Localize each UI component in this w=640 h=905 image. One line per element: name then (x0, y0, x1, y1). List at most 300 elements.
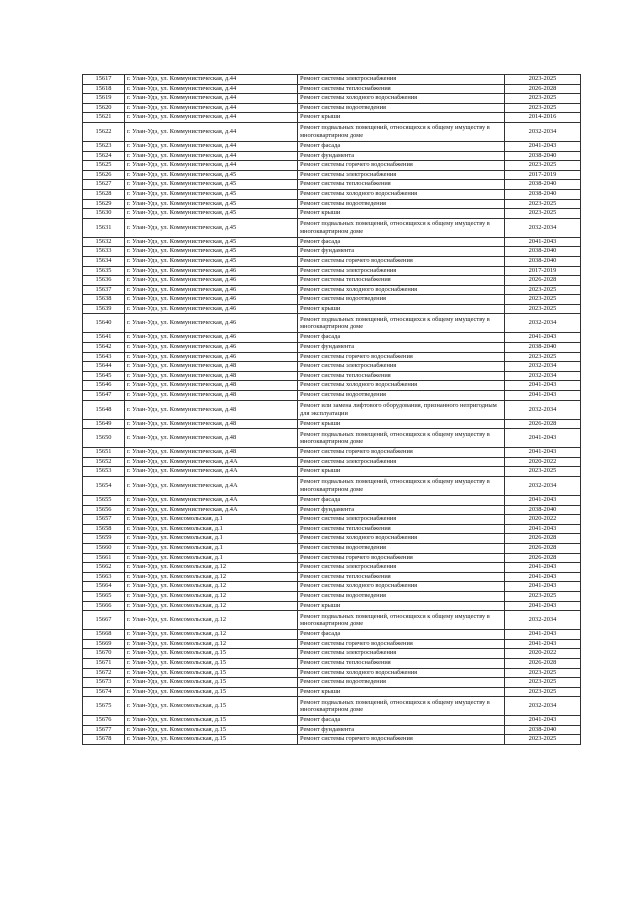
address-cell: г. Улан-Удэ, ул. Коммунистическая, д.44 (125, 94, 298, 104)
work-type-cell: Ремонт подвальных помещений, относящихся к общему имуществу в многоквартирном доме (298, 122, 505, 141)
period-cell: 2032-2034 (505, 400, 581, 419)
row-number-cell: 15663 (83, 572, 125, 582)
period-cell: 2026-2028 (505, 419, 581, 429)
period-cell: 2041-2043 (505, 524, 581, 534)
address-cell: г. Улан-Удэ, ул. Коммунистическая, д.46 (125, 295, 298, 305)
address-cell: г. Улан-Удэ, ул. Комсомольская, д.15 (125, 697, 298, 716)
address-cell: г. Улан-Удэ, ул. Коммунистическая, д.46 (125, 285, 298, 295)
work-type-cell: Ремонт системы горячего водоснабжения (298, 256, 505, 266)
row-number-cell: 15671 (83, 658, 125, 668)
table-row (83, 314, 581, 333)
address-cell: г. Улан-Удэ, ул. Комсомольская, д.15 (125, 735, 298, 745)
row-number-cell: 15659 (83, 534, 125, 544)
row-number-cell: 15640 (83, 314, 125, 333)
row-number-cell: 15631 (83, 218, 125, 237)
work-type-cell: Ремонт системы горячего водоснабжения (298, 639, 505, 649)
period-cell: 2032-2034 (505, 314, 581, 333)
table-row (83, 295, 581, 305)
row-number-cell: 15621 (83, 113, 125, 123)
table-row (83, 678, 581, 688)
address-cell: г. Улан-Удэ, ул. Коммунистическая, д.46 (125, 314, 298, 333)
row-number-cell: 15654 (83, 477, 125, 496)
work-type-cell: Ремонт системы водоотведения (298, 591, 505, 601)
address-cell: г. Улан-Удэ, ул. Коммунистическая, д.48 (125, 391, 298, 401)
address-cell: г. Улан-Удэ, ул. Комсомольская, д.15 (125, 716, 298, 726)
table-row (83, 553, 581, 563)
period-cell: 2038-2040 (505, 725, 581, 735)
table-row (83, 189, 581, 199)
row-number-cell: 15655 (83, 496, 125, 506)
work-type-cell: Ремонт системы водоотведения (298, 199, 505, 209)
row-number-cell: 15622 (83, 122, 125, 141)
row-number-cell: 15642 (83, 343, 125, 353)
row-number-cell: 15638 (83, 295, 125, 305)
table-row (83, 199, 581, 209)
period-cell: 2026-2028 (505, 543, 581, 553)
period-cell: 2041-2043 (505, 601, 581, 611)
work-type-cell: Ремонт подвальных помещений, относящихся к общему имуществу в многоквартирном доме (298, 477, 505, 496)
address-cell: г. Улан-Удэ, ул. Комсомольская, д.15 (125, 658, 298, 668)
row-number-cell: 15618 (83, 84, 125, 94)
address-cell: г. Улан-Удэ, ул. Коммунистическая, д.45 (125, 180, 298, 190)
row-number-cell: 15666 (83, 601, 125, 611)
row-number-cell: 15628 (83, 189, 125, 199)
table-row (83, 266, 581, 276)
period-cell: 2041-2043 (505, 563, 581, 573)
table-row (83, 477, 581, 496)
period-cell: 2038-2040 (505, 180, 581, 190)
work-type-cell: Ремонт или замена лифтового оборудования, признанного непригодным для эксплуатации (298, 400, 505, 419)
period-cell: 2038-2040 (505, 256, 581, 266)
table-row (83, 218, 581, 237)
work-type-cell: Ремонт системы холодного водоснабжения (298, 381, 505, 391)
period-cell: 2023-2025 (505, 735, 581, 745)
address-cell: г. Улан-Удэ, ул. Коммунистическая, д.45 (125, 237, 298, 247)
row-number-cell: 15645 (83, 371, 125, 381)
work-type-cell: Ремонт системы горячего водоснабжения (298, 352, 505, 362)
work-type-cell: Ремонт системы теплоснабжения (298, 371, 505, 381)
period-cell: 2026-2028 (505, 84, 581, 94)
work-type-cell: Ремонт фундамента (298, 247, 505, 257)
work-type-cell: Ремонт подвальных помещений, относящихся к общему имуществу в многоквартирном доме (298, 611, 505, 630)
address-cell: г. Улан-Удэ, ул. Комсомольская, д.12 (125, 601, 298, 611)
table-row (83, 668, 581, 678)
work-type-cell: Ремонт системы теплоснабжения (298, 84, 505, 94)
period-cell: 2023-2025 (505, 161, 581, 171)
table-row (83, 400, 581, 419)
address-cell: г. Улан-Удэ, ул. Коммунистическая, д.44 (125, 122, 298, 141)
period-cell: 2038-2040 (505, 189, 581, 199)
row-number-cell: 15657 (83, 515, 125, 525)
document-page (82, 74, 560, 745)
work-type-cell: Ремонт фундамента (298, 151, 505, 161)
address-cell: г. Улан-Удэ, ул. Комсомольская, д.1 (125, 553, 298, 563)
address-cell: г. Улан-Удэ, ул. Коммунистическая, д.48 (125, 362, 298, 372)
row-number-cell: 15658 (83, 524, 125, 534)
address-cell: г. Улан-Удэ, ул. Коммунистическая, д.48 (125, 381, 298, 391)
table-row (83, 563, 581, 573)
table-row (83, 161, 581, 171)
work-type-cell: Ремонт системы горячего водоснабжения (298, 553, 505, 563)
address-cell: г. Улан-Удэ, ул. Комсомольская, д.1 (125, 543, 298, 553)
work-type-cell: Ремонт подвальных помещений, относящихся к общему имуществу в многоквартирном доме (298, 429, 505, 448)
work-type-cell: Ремонт крыши (298, 304, 505, 314)
period-cell: 2041-2043 (505, 237, 581, 247)
row-number-cell: 15669 (83, 639, 125, 649)
period-cell: 2038-2040 (505, 343, 581, 353)
work-type-cell: Ремонт крыши (298, 601, 505, 611)
period-cell: 2041-2043 (505, 391, 581, 401)
period-cell: 2023-2025 (505, 285, 581, 295)
work-type-cell: Ремонт крыши (298, 113, 505, 123)
table-row (83, 247, 581, 257)
period-cell: 2023-2025 (505, 295, 581, 305)
row-number-cell: 15626 (83, 170, 125, 180)
row-number-cell: 15675 (83, 697, 125, 716)
period-cell: 2041-2043 (505, 716, 581, 726)
work-type-cell: Ремонт системы водоотведения (298, 391, 505, 401)
work-type-cell: Ремонт системы водоотведения (298, 543, 505, 553)
address-cell: г. Улан-Удэ, ул. Коммунистическая, д.46 (125, 304, 298, 314)
table-row (83, 582, 581, 592)
table-row (83, 209, 581, 219)
row-number-cell: 15676 (83, 716, 125, 726)
row-number-cell: 15653 (83, 467, 125, 477)
row-number-cell: 15634 (83, 256, 125, 266)
work-type-cell: Ремонт системы теплоснабжения (298, 572, 505, 582)
table-row (83, 256, 581, 266)
row-number-cell: 15646 (83, 381, 125, 391)
table-row (83, 237, 581, 247)
address-cell: г. Улан-Удэ, ул. Коммунистическая, д.45 (125, 256, 298, 266)
address-cell: г. Улан-Удэ, ул. Коммунистическая, д.45 (125, 247, 298, 257)
table-row (83, 448, 581, 458)
address-cell: г. Улан-Удэ, ул. Комсомольская, д.1 (125, 515, 298, 525)
period-cell: 2041-2043 (505, 630, 581, 640)
work-type-cell: Ремонт системы теплоснабжения (298, 180, 505, 190)
row-number-cell: 15648 (83, 400, 125, 419)
address-cell: г. Улан-Удэ, ул. Коммунистическая, д.4А (125, 496, 298, 506)
address-cell: г. Улан-Удэ, ул. Коммунистическая, д.45 (125, 189, 298, 199)
address-cell: г. Улан-Удэ, ул. Коммунистическая, д.4А (125, 505, 298, 515)
work-type-cell: Ремонт системы холодного водоснабжения (298, 534, 505, 544)
table-row (83, 352, 581, 362)
table-row (83, 457, 581, 467)
period-cell: 2041-2043 (505, 496, 581, 506)
table-row (83, 170, 581, 180)
address-cell: г. Улан-Удэ, ул. Комсомольская, д.15 (125, 725, 298, 735)
table-row (83, 524, 581, 534)
work-type-cell: Ремонт системы холодного водоснабжения (298, 668, 505, 678)
row-number-cell: 15674 (83, 687, 125, 697)
period-cell: 2017-2019 (505, 266, 581, 276)
period-cell: 2023-2025 (505, 103, 581, 113)
work-type-cell: Ремонт фасада (298, 237, 505, 247)
row-number-cell: 15649 (83, 419, 125, 429)
address-cell: г. Улан-Удэ, ул. Коммунистическая, д.44 (125, 151, 298, 161)
row-number-cell: 15672 (83, 668, 125, 678)
repair-schedule-table (82, 74, 581, 745)
period-cell: 2032-2034 (505, 611, 581, 630)
table-row (83, 505, 581, 515)
row-number-cell: 15643 (83, 352, 125, 362)
period-cell: 2023-2025 (505, 467, 581, 477)
period-cell: 2038-2040 (505, 247, 581, 257)
table-row (83, 94, 581, 104)
period-cell: 2041-2043 (505, 381, 581, 391)
period-cell: 2041-2043 (505, 639, 581, 649)
table-row (83, 103, 581, 113)
address-cell: г. Улан-Удэ, ул. Коммунистическая, д.46 (125, 266, 298, 276)
row-number-cell: 15641 (83, 333, 125, 343)
address-cell: г. Улан-Удэ, ул. Комсомольская, д.1 (125, 534, 298, 544)
period-cell: 2023-2025 (505, 352, 581, 362)
address-cell: г. Улан-Удэ, ул. Комсомольская, д.12 (125, 630, 298, 640)
table-row (83, 725, 581, 735)
row-number-cell: 15650 (83, 429, 125, 448)
address-cell: г. Улан-Удэ, ул. Коммунистическая, д.48 (125, 419, 298, 429)
row-number-cell: 15651 (83, 448, 125, 458)
work-type-cell: Ремонт системы холодного водоснабжения (298, 582, 505, 592)
work-type-cell: Ремонт системы электроснабжения (298, 649, 505, 659)
work-type-cell: Ремонт фасада (298, 630, 505, 640)
address-cell: г. Улан-Удэ, ул. Комсомольская, д.12 (125, 611, 298, 630)
address-cell: г. Улан-Удэ, ул. Коммунистическая, д.44 (125, 75, 298, 85)
address-cell: г. Улан-Удэ, ул. Коммунистическая, д.44 (125, 141, 298, 151)
period-cell: 2041-2043 (505, 572, 581, 582)
row-number-cell: 15636 (83, 276, 125, 286)
work-type-cell: Ремонт системы электроснабжения (298, 362, 505, 372)
period-cell: 2020-2022 (505, 649, 581, 659)
row-number-cell: 15639 (83, 304, 125, 314)
period-cell: 2020-2022 (505, 515, 581, 525)
address-cell: г. Улан-Удэ, ул. Коммунистическая, д.48 (125, 429, 298, 448)
row-number-cell: 15668 (83, 630, 125, 640)
table-row (83, 658, 581, 668)
row-number-cell: 15644 (83, 362, 125, 372)
row-number-cell: 15630 (83, 209, 125, 219)
row-number-cell: 15623 (83, 141, 125, 151)
table-row (83, 75, 581, 85)
period-cell: 2032-2034 (505, 218, 581, 237)
work-type-cell: Ремонт фундамента (298, 343, 505, 353)
period-cell: 2026-2028 (505, 534, 581, 544)
period-cell: 2023-2025 (505, 199, 581, 209)
work-type-cell: Ремонт системы электроснабжения (298, 75, 505, 85)
table-row (83, 630, 581, 640)
address-cell: г. Улан-Удэ, ул. Комсомольская, д.15 (125, 668, 298, 678)
row-number-cell: 15620 (83, 103, 125, 113)
address-cell: г. Улан-Удэ, ул. Коммунистическая, д.46 (125, 333, 298, 343)
work-type-cell: Ремонт системы холодного водоснабжения (298, 285, 505, 295)
row-number-cell: 15662 (83, 563, 125, 573)
row-number-cell: 15678 (83, 735, 125, 745)
table-row (83, 716, 581, 726)
table-row (83, 122, 581, 141)
period-cell: 2032-2034 (505, 477, 581, 496)
work-type-cell: Ремонт системы электроснабжения (298, 266, 505, 276)
table-row (83, 534, 581, 544)
row-number-cell: 15665 (83, 591, 125, 601)
table-row (83, 697, 581, 716)
period-cell: 2023-2025 (505, 209, 581, 219)
work-type-cell: Ремонт системы теплоснабжения (298, 524, 505, 534)
address-cell: г. Улан-Удэ, ул. Коммунистическая, д.4А (125, 457, 298, 467)
period-cell: 2023-2025 (505, 687, 581, 697)
work-type-cell: Ремонт фасада (298, 716, 505, 726)
table-row (83, 84, 581, 94)
work-type-cell: Ремонт системы холодного водоснабжения (298, 189, 505, 199)
address-cell: г. Улан-Удэ, ул. Комсомольская, д.15 (125, 649, 298, 659)
work-type-cell: Ремонт системы горячего водоснабжения (298, 735, 505, 745)
table-row (83, 611, 581, 630)
address-cell: г. Улан-Удэ, ул. Коммунистическая, д.46 (125, 352, 298, 362)
period-cell: 2026-2028 (505, 553, 581, 563)
work-type-cell: Ремонт системы горячего водоснабжения (298, 448, 505, 458)
table-row (83, 381, 581, 391)
period-cell: 2038-2040 (505, 151, 581, 161)
table-row (83, 343, 581, 353)
period-cell: 2023-2025 (505, 304, 581, 314)
work-type-cell: Ремонт фасада (298, 141, 505, 151)
row-number-cell: 15664 (83, 582, 125, 592)
work-type-cell: Ремонт системы водоотведения (298, 103, 505, 113)
period-cell: 2041-2043 (505, 333, 581, 343)
table-row (83, 276, 581, 286)
period-cell: 2017-2019 (505, 170, 581, 180)
row-number-cell: 15627 (83, 180, 125, 190)
table-row (83, 304, 581, 314)
row-number-cell: 15656 (83, 505, 125, 515)
period-cell: 2038-2040 (505, 505, 581, 515)
row-number-cell: 15629 (83, 199, 125, 209)
work-type-cell: Ремонт системы водоотведения (298, 678, 505, 688)
table-row (83, 591, 581, 601)
address-cell: г. Улан-Удэ, ул. Коммунистическая, д.46 (125, 276, 298, 286)
work-type-cell: Ремонт системы холодного водоснабжения (298, 94, 505, 104)
work-type-cell: Ремонт системы горячего водоснабжения (298, 161, 505, 171)
period-cell: 2032-2034 (505, 362, 581, 372)
table-row (83, 141, 581, 151)
table-body (83, 75, 581, 745)
period-cell: 2032-2034 (505, 122, 581, 141)
work-type-cell: Ремонт фундамента (298, 505, 505, 515)
address-cell: г. Улан-Удэ, ул. Комсомольская, д.1 (125, 524, 298, 534)
row-number-cell: 15661 (83, 553, 125, 563)
table-row (83, 601, 581, 611)
row-number-cell: 15670 (83, 649, 125, 659)
period-cell: 2041-2043 (505, 582, 581, 592)
period-cell: 2023-2025 (505, 678, 581, 688)
period-cell: 2023-2025 (505, 591, 581, 601)
table-row (83, 515, 581, 525)
work-type-cell: Ремонт системы теплоснабжения (298, 276, 505, 286)
period-cell: 2041-2043 (505, 141, 581, 151)
row-number-cell: 15647 (83, 391, 125, 401)
table-row (83, 362, 581, 372)
work-type-cell: Ремонт крыши (298, 419, 505, 429)
table-row (83, 113, 581, 123)
table-row (83, 687, 581, 697)
row-number-cell: 15617 (83, 75, 125, 85)
work-type-cell: Ремонт подвальных помещений, относящихся к общему имуществу в многоквартирном доме (298, 314, 505, 333)
row-number-cell: 15673 (83, 678, 125, 688)
address-cell: г. Улан-Удэ, ул. Комсомольская, д.12 (125, 639, 298, 649)
row-number-cell: 15637 (83, 285, 125, 295)
address-cell: г. Улан-Удэ, ул. Коммунистическая, д.44 (125, 84, 298, 94)
address-cell: г. Улан-Удэ, ул. Комсомольская, д.12 (125, 563, 298, 573)
period-cell: 2032-2034 (505, 697, 581, 716)
work-type-cell: Ремонт системы электроснабжения (298, 563, 505, 573)
address-cell: г. Улан-Удэ, ул. Коммунистическая, д.45 (125, 199, 298, 209)
period-cell: 2041-2043 (505, 448, 581, 458)
period-cell: 2023-2025 (505, 75, 581, 85)
address-cell: г. Улан-Удэ, ул. Комсомольская, д.15 (125, 678, 298, 688)
row-number-cell: 15633 (83, 247, 125, 257)
period-cell: 2026-2028 (505, 276, 581, 286)
table-row (83, 735, 581, 745)
period-cell: 2014-2016 (505, 113, 581, 123)
period-cell: 2041-2043 (505, 429, 581, 448)
address-cell: г. Улан-Удэ, ул. Комсомольская, д.12 (125, 582, 298, 592)
address-cell: г. Улан-Удэ, ул. Коммунистическая, д.44 (125, 161, 298, 171)
period-cell: 2032-2034 (505, 371, 581, 381)
work-type-cell: Ремонт подвальных помещений, относящихся к общему имуществу в многоквартирном доме (298, 697, 505, 716)
table-row (83, 572, 581, 582)
work-type-cell: Ремонт фасада (298, 496, 505, 506)
work-type-cell: Ремонт фасада (298, 333, 505, 343)
row-number-cell: 15652 (83, 457, 125, 467)
table-row (83, 467, 581, 477)
table-row (83, 371, 581, 381)
table-row (83, 639, 581, 649)
row-number-cell: 15667 (83, 611, 125, 630)
table-row (83, 649, 581, 659)
table-row (83, 180, 581, 190)
work-type-cell: Ремонт системы электроснабжения (298, 515, 505, 525)
work-type-cell: Ремонт системы теплоснабжения (298, 658, 505, 668)
row-number-cell: 15660 (83, 543, 125, 553)
address-cell: г. Улан-Удэ, ул. Коммунистическая, д.44 (125, 103, 298, 113)
period-cell: 2026-2028 (505, 658, 581, 668)
row-number-cell: 15635 (83, 266, 125, 276)
table-row (83, 543, 581, 553)
address-cell: г. Улан-Удэ, ул. Коммунистическая, д.48 (125, 371, 298, 381)
row-number-cell: 15625 (83, 161, 125, 171)
address-cell: г. Улан-Удэ, ул. Коммунистическая, д.4А (125, 477, 298, 496)
work-type-cell: Ремонт подвальных помещений, относящихся к общему имуществу в многоквартирном доме (298, 218, 505, 237)
address-cell: г. Улан-Удэ, ул. Комсомольская, д.12 (125, 572, 298, 582)
work-type-cell: Ремонт системы водоотведения (298, 295, 505, 305)
address-cell: г. Улан-Удэ, ул. Коммунистическая, д.46 (125, 343, 298, 353)
table-row (83, 496, 581, 506)
table-row (83, 151, 581, 161)
row-number-cell: 15619 (83, 94, 125, 104)
row-number-cell: 15632 (83, 237, 125, 247)
address-cell: г. Улан-Удэ, ул. Коммунистическая, д.48 (125, 448, 298, 458)
table-row (83, 285, 581, 295)
address-cell: г. Улан-Удэ, ул. Комсомольская, д.12 (125, 591, 298, 601)
address-cell: г. Улан-Удэ, ул. Коммунистическая, д.45 (125, 170, 298, 180)
address-cell: г. Улан-Удэ, ул. Комсомольская, д.15 (125, 687, 298, 697)
table-row (83, 419, 581, 429)
period-cell: 2020-2022 (505, 457, 581, 467)
row-number-cell: 15677 (83, 725, 125, 735)
work-type-cell: Ремонт крыши (298, 209, 505, 219)
address-cell: г. Улан-Удэ, ул. Коммунистическая, д.45 (125, 218, 298, 237)
work-type-cell: Ремонт системы электроснабжения (298, 170, 505, 180)
address-cell: г. Улан-Удэ, ул. Коммунистическая, д.48 (125, 400, 298, 419)
